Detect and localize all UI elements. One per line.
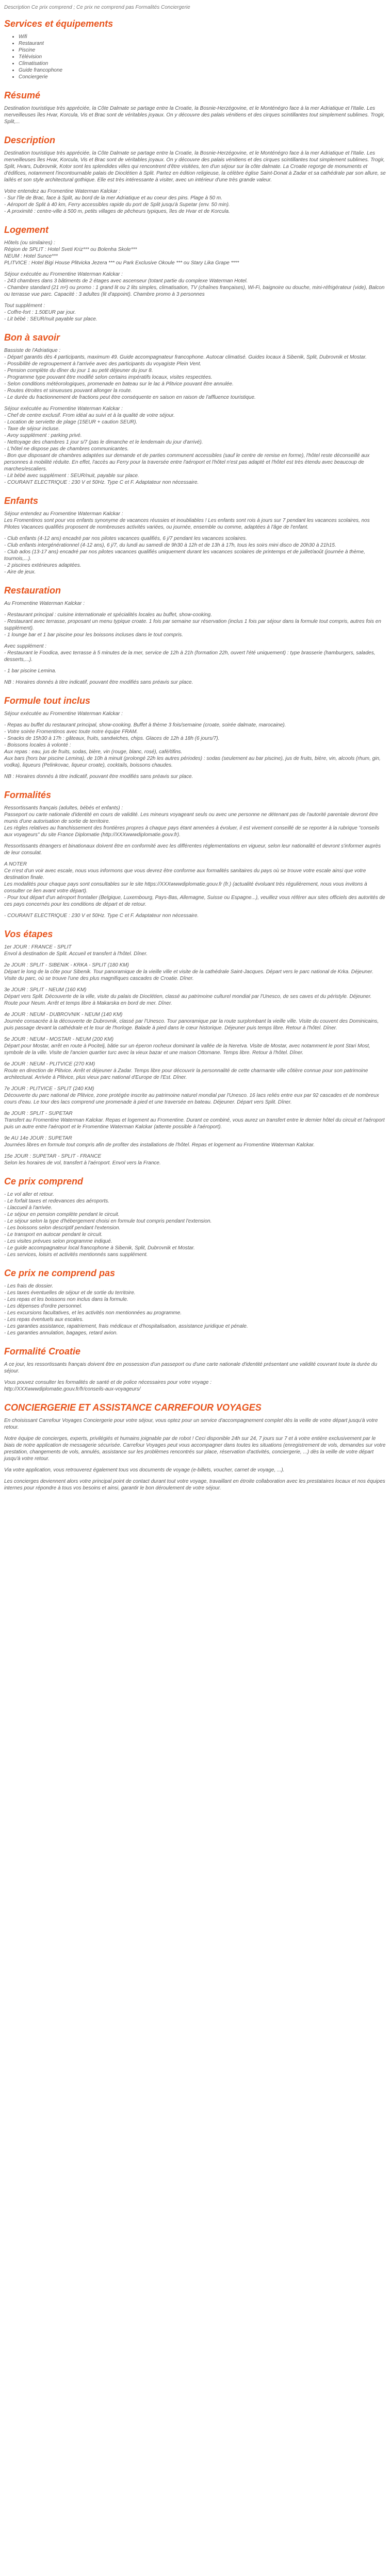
paragraph: Avec supplément : - Restaurant le Foodica, avec terrasse à 5 minutes de la mer, service de 12h à 21h (formation 22h, ouvert l'été uniquement) : type brasserie (hamburgers, salades, desserts,...). [4, 643, 376, 663]
section-heading: Vos étapes [4, 929, 53, 939]
paragraph: Hôtels (ou similaires) : Région de SPLIT : Hotel Sveti Kriz*** ou Bolenha Skole*** NEUM : Hotel Sunce*** PLITVICE : Hotel Bigi House Plitvicka Jezera *** ou Park Exclusive Okoule *** ou Stary Lika Grape **** [4, 240, 239, 266]
paragraph: En choisissant Carrefour Voyages Conciergerie pour votre séjour, vous optez pour un service d'accompagnement complet dès la veille de votre départ jusqu'à votre retour. [4, 1418, 378, 1430]
paragraph: Au Fromentine Waterman Kalckar : [4, 601, 85, 606]
paragraph: - Club enfants (4-12 ans) encadré par nos pilotes vacances qualifiés, 6 j/7 pendant les vacances scolaires. - Club enfants intergénérationnel (4-12 ans), 6 j/7, du lundi au samedi de 9h30 à 12h et de 13h à 17h, tous les soirs mini disco de 20h30 à 21h15. - Club ados (13-17 ans) encadré par nos pilotes vacances qualifiés uniquement durant les vacances scolaires de printemps et de juillet/août (journée à thème, tournois,...). - 2 piscines extérieures adaptées. - Aire de jeux. [4, 536, 365, 575]
section-heading: Formalités [4, 790, 52, 800]
paragraph: - Le vol aller et retour. - Le forfait taxes et redevances des aéroports. - Llaccueil à l'arrivée. - Le séjour en pension complète pendant le circuit. - Le séjour selon la type d'hébergement choisi en formule tout compris pendant l'extension. - Les boissons selon descriptif pendant l'extension. - Le transport en autocar pendant le circuit. - Les visites prévues selon programme indiqué. - Le guide accompagnateur local francophone à Sibenik, Split, Dubrovnik et Mostar. - Les services, loisirs et activités mentionnés sans supplément. [4, 1192, 212, 1258]
content-blocks [4, 18, 386, 1492]
page-description: Description Ce prix comprend ; Ce prix ne comprend pas Formalités Conciergerie [4, 5, 190, 10]
paragraph: Ressortissants étrangers et binationaux doivent être en conformité avec les différentes réglementations en vigueur, selon leur nationalité et devront s'informer auprès de leur consulat. [4, 843, 381, 856]
paragraph: - Restaurant principal : cuisine internationale et spécialités locales au buffet, show-cooking. - Restaurant avec terrasse, proposant un menu typique croate. 1 fois par semaine sur réservation (inclus 1 fois par séjour dans la formule tout compris, autres fois en supplément). - 1 lounge bar et 1 bar piscine pour les boissons incluses dans le tout compris. [4, 612, 381, 638]
paragraph: NB : Horaires donnés à titre indicatif, pouvant être modifiés sans préavis sur place. [4, 774, 193, 779]
paragraph: Destination touristique très appréciée, la Côte Dalmate se partage entre la Croatie, la Bosnie-Herzégovine, et le Monténégro face à la mer Adriatique et l'Italie. Les merveilleuses îles Hvar, Korcula, Vis et Brac sont de véritables joyaux. On y découvre des palais vénitiens et des cirques scintillantes tout simplement sublimes. Trogir, Split, Hvars, Dubrovnik, Kotor sont les splendides villes qui rencontrent d'être visitées, ten d'un séjour sur la côte dalmate. La Croatie regorge de monuments et d'édifices, notamment l'incontournable palais de Dioclétien à Split. Partez en édition religieuse, la célèbre église Saint-Donat à Zadar et sa cathédrale par son allure, se laïlés et son style architectural gothique. Elle est très intéressante à visiter, avec un intérieur d'une très grande valeur. [4, 150, 386, 183]
list-item: • Climatisation [19, 60, 386, 67]
paragraph: 2e JOUR : SPLIT - SIBENIK - KRKA - SPLIT (180 KM) Départ le long de la côte pour Sibenik. Tour panoramique de la vieille ville et visite de la cathédrale Saint-Jacques. Départ vers le parc national de Krka. Déjeuner. Visite du parc, où se trouve l'une des plus magnifiques cascades de Croatie. Dîner. [4, 962, 373, 981]
paragraph: Votre entendez au Fromentine Waterman Kalckar : - Sur l'île de Brac, face à Split, au bord de la mer Adriatique et au coeur des pins. Plage à 50 m. - Aéroport de Split à 40 km, Ferry accessibles rapide du port de Split jusqu'à Supetar (env. 50 min). - A proximité : centre-ville à 500 m, petits villages de pêcheurs typiques, îles de Hvar et de Korcula. [4, 189, 230, 214]
section-heading: Formule tout inclus [4, 696, 91, 706]
paragraph: Séjour exécutée au Fromentine Waterman Kalckar : - 243 chambres dans 3 bâtiments de 2 étages avec ascenseur (totant partie du complexe Waterman Hotel. - Chambre standard (21 m²) ou promo : 1 grand lit ou 2 lits simples, climatisation, TV (chaînes françaises), Wi-Fi, baignoire ou douche, mini-réfrigérateur (vide), Balcon ou terrasse vue parc. Capacité : 3 adultes (lit d'appoint). Chambre promo à 3 personnes [4, 272, 385, 297]
section-heading: Description [4, 135, 56, 145]
list-item: • Guide francophone [19, 67, 386, 74]
paragraph: - Les frais de dossier. - Les taxes éventuelles de séjour et de sortie du territoire. - Les repas et les boissons non inclus dans la formule. - Les dépenses d'ordre personnel. - Les excursions facultatives, et les activités non mentionnées au programme. - Les repas éventuels aux escales. - Les garanties assistance, rapatriement, frais médicaux et d'hospitalisation, assistance juridique et pénale. - Les garanties annulation, bagages, retard avion. [4, 1283, 248, 1336]
bullet-list [4, 33, 386, 80]
paragraph: Destination touristique très appréciée, la Côte Dalmate se partage entre la Croatie, la Bosnie-Herzégovine, et le Monténégro face à la mer Adriatique et l'Italie. Les merveilleuses îles Hvar, Korcula, Vis et Brac sont de véritables joyaux. On y découvre des palais vénitiens et des cirques scintillantes tout simplement sublimes. Trogir, Split,... [4, 106, 385, 125]
section-heading: Formalité Croatie [4, 1346, 81, 1357]
list-item: • Piscine [19, 47, 386, 54]
paragraph: Les concierges deviennent alors votre principal point de contact durant tout votre voyage, travaillant en étroite collaboration avec les prestataires locaux et nos équipes internes pour répondre à tous vos besoins et ainsi, garantir le bon déroulement de votre séjour. [4, 1479, 385, 1491]
list-item: • Conciergerie [19, 74, 386, 80]
paragraph: Vous pouvez consulter les formalités de santé et de police nécessaires pour votre voyage : http://XXXwwwdiplomatie.gouv.fr/fr/conseils-aux-voyageurs/ [4, 1380, 212, 1392]
paragraph: A NOTER Ce n'est d'un voir avec escale, nous vous informons que vous devrez être conforme aux formalités sanitaires du pays où se trouve votre escale ainsi que votre destination finale. Les modalités pour chaque pays sont consultables sur le site https://XXXwwwdiplomatie.gouv.fr (fr.) (actualité évoluant très régulièrement, nous vous invitons à consulter ce lien avant votre départ). - Pour tout départ d'un aéroport frontalier (Belgique, Luxembourg, Pays-Bas, Allemagne, Suisse ou Espagne...), veuillez vous référer aux sites officiels des autorités de ces pays concernés pour les conditions de départ et de retour. [4, 861, 385, 907]
section-heading: Ce prix comprend [4, 1176, 84, 1187]
paragraph: Séjour entendez au Fromentine Waterman Kalckar : Les Fromentinos sont pour vos enfants synonyme de vacances réussies et inoubliables ! Les enfants sont rois à jours sur 7 pendant les vacances scolaires, nos Pilotes Vacances qualifiés proposent de nombreuses activités variées, ou journée, ensemble ou comme, adaptées à l'âge de l'enfant. [4, 511, 370, 530]
section-heading: CONCIERGERIE ET ASSISTANCE CARREFOUR VOYAGES [4, 1402, 262, 1413]
list-item: • Restaurant [19, 40, 386, 47]
section-heading: Bon à savoir [4, 332, 60, 343]
paragraph: 8e JOUR : SPLIT - SUPETAR Transfert au Fromentine Waterman Kalckar. Repas et logement au Fromentine. Durant ce combiné, vous aurez un transfert entre le dernier hôtel du circuit et l'aéroport puis un autre entre l'aéroport et le Fromentine Waterman Kalckar (attente possible à l'aéroport). [4, 1111, 385, 1130]
paragraph: 1er JOUR : FRANCE - SPLIT Envol à destination de Split. Accueil et transfert à l'hôtel. Dîner. [4, 944, 148, 957]
list-item: • Wifi [19, 33, 386, 40]
section-heading: Services et équipements [4, 19, 113, 29]
paragraph: - 1 bar piscine Lemina. [4, 668, 57, 674]
section-heading: Restauration [4, 585, 61, 596]
paragraph: 5e JOUR : NEUM - MOSTAR - NEUM (200 KM) Départ pour Mostar, arrêt en route à Pocitelj, bâtie sur un éperon rocheux dominant la vallée de la Neretva. Visite de Mostar, avec notamment le pont Stari Most, symbole de la ville. Visite de l'ancien quartier turc avec la vieux bazar et une maison Ottomane. Temps libre. Retour à l'hôtel. Dîner. [4, 1037, 370, 1056]
section-heading: Ce prix ne comprend pas [4, 1268, 116, 1278]
paragraph: Notre équipe de concierges, experts, privilégiés et humains joignable par de robot ! Ceci disponible 24h sur 24, 7 jours sur 7 et à votre entière exclusivement par le biais de notre application de messagerie sécurisée. Carrefour Voyages peut vous accompagner dans toutes les situations (enregistrement de vols, demandes sur votre prestation, changements de vols, annulés, assistance sur les problèmes rencontrés sur place, réservation d'activités, conciergerie, ...) dès la veille de votre départ jusqu'à votre retour. [4, 1436, 386, 1462]
paragraph: 4e JOUR : NEUM - DUBROVNIK - NEUM (140 KM) Journée consacrée à la découverte de Dubrovnik, classé par l'Unesco. Tour panoramique par la route surplombant la vieille ville. Visite du couvent des Dominicains, puis passage devant la cathédrale et le tour de l'horloge. Balade à pied dans le cœur historique. Déjeuner puis temps libre. Retour à l'hôtel. Dîner. [4, 1012, 379, 1031]
paragraph: Via votre application, vous retrouverez également tous vos documents de voyage (e-billets, voucher, carnet de voyage, ...). [4, 1467, 285, 1473]
paragraph: - Repas au buffet du restaurant principal, show-cooking. Buffet à thème 3 fois/semaine (croate, soirée dalmate, marocaine). - Votre soirée Fromentinos avec toute notre équipe FRAM. - Snacks de 15h30 à 17h : gâteaux, fruits, sandwiches, chips. Glaces de 12h à 18h (6 jours/7). - Boissons locales à volonté : Aux repas : eau, jus de fruits, sodas, bière, vin (rouge, blanc, rosé), café/tifins. Aux bars (hors bar piscine Lemina), de 10h à minuit (prolongé 22h les autres périodes) : sodas (seulement au bar piscine), jus de fruits, bière, vin, alcools (rhum, gin, vodka), liqueurs (Pelinkovac, liqueur croate), cocktails, boissons chaudes. [4, 722, 381, 768]
paragraph: 3e JOUR : SPLIT - NEUM (160 KM) Départ vers Split. Découverte de la ville, visite du palais de Dioclétien, classé au patrimoine culturel mondial par l'Unesco, de ses caves et du péristyle. Déjeuner. Route pour Neum. Arrêt et temps libre à Makarska en bord de mer. Dîner. [4, 987, 372, 1006]
paragraph: 7e JOUR : PLITVICE - SPLIT (240 KM) Découverte du parc national de Plitvice, zone protégée inscrite au patrimoine naturel mondial par l'Unesco. 16 lacs reliés entre eux par 92 cascades et de nombreux cours d'eau. Le tour des lacs comprend une promenade à pied et une traversée en bateau. Déjeuner. Départ vers Split. Dîner. [4, 1086, 379, 1105]
section-heading: Enfants [4, 496, 39, 506]
paragraph: 15e JOUR : SUPETAR - SPLIT - FRANCE Selon les horaires de vol, transfert à l'aéroport. Envol vers la France. [4, 1154, 161, 1166]
section-heading: Résumé [4, 90, 41, 100]
section-heading: Logement [4, 225, 49, 235]
paragraph: A ce jour, les ressortissants français doivent être en possession d'un passeport ou d'une carte nationale d'identité présentant une validité couvrant toute la durée du séjour. [4, 1362, 378, 1374]
paragraph: Ressortissants français (adultes, bébés et enfants) : Passeport ou carte nationale d'identité en cours de validité. Les mineurs voyageant seuls ou avec une personne ne détenant pas de l'autorité parentale devront être munis d'une autorisation de sortie de territoire. Les règles relatives au franchissement des frontières propres à chaque pays étant amenées à évoluer, il est vivement conseillé de se reporter à la rubrique "conseils aux voyageurs" du site France Diplomatie (http://XXXwwwdiplomatie.gouv.fr). [4, 805, 380, 838]
paragraph: Séjour exécutée au Fromentine Waterman Kalckar : - Chef de centre exclusif. From idéal au suivi et à la qualité de votre séjour. - Location de serviette de plage (15EUR + caution SEUR). - Taxe de séjour incluse. - Avoy supplément : parking privé. - Nettoyage des chambres 1 jour s/7 (pas le dimanche et le lendemain du jour d'arrivé). - L'hôtel ne dispose pas de chambres communicantes. - Bon que disposant de chambres adaptées sur demande et de parties communent accessibles (sauf le centre de remise en forme), l'hôtel reste déconseillé aux personnes à mobilité réduite. En effet, l'accès au Ferry pour la traversée entre l'aéroport et l'hôtel n'est pas adapté et l'hôtel est très étendu avec beaucoup de marches/escaliers. - Lit bébé avec supplément : SEUR/nuit, payable sur place. - COURANT ELECTRIQUE : 230 V et 50Hz. Type C et F. Adaptateur non nécessaire. [4, 406, 370, 485]
paragraph: 9e AU 14e JOUR : SUPETAR Journées libres en formule tout compris afin de profiter des installations de l'hôtel. Repas et logement au Fromentine Waterman Kalckar. [4, 1136, 315, 1148]
paragraph: Tout supplément : - Coffre-fort : 1.50EUR par jour. - Lit bébé : SEUR/nuit payable sur place. [4, 303, 97, 322]
paragraph: Séjour exécutée au Fromentine Waterman Kalckar : [4, 711, 123, 717]
paragraph: - COURANT ELECTRIQUE : 230 V et 50Hz. Type C et F. Adaptateur non nécessaire. [4, 913, 199, 919]
paragraph: Bassiste de l'Adriatique : - Départ garantis dès 4 participants, maximum 49. Guide accompagnateur francophone. Autocar climatisé. Guides locaux à Sibenik, Split, Dubrovnik et Mostar. - Possibilité de regroupement à l'arrivée avec des participants du voyagiste Plein Vent. - Pension complète du dîner du jour 1 au petit déjeuner du jour 8. - Programme type pouvant être modifié selon certains impératifs locaux, visites respectées. - Selon conditions météorologiques, promenade en bateau sur le lac à Plitvice pouvant être annulée. - Routes étroites et sinueuses pouvant allonger la route. - Le durée du fractionnement de fractions peut être conséquente en saison en raison de l'affluence touristique. [4, 348, 367, 400]
paragraph: NB : Horaires donnés à titre indicatif, pouvant être modifiés sans préavis sur place. [4, 680, 193, 685]
paragraph: 6e JOUR : NEUM - PLITVICE (270 KM) Route en direction de Plitvice. Arrêt et déjeuner à Zadar. Temps libre pour découvrir la personnalité de cette charmante ville côtière connue pour son patrimoine architectural. Arrivée à Plitvice, plus vieux parc national d'Europe de l'Est. Dîner. [4, 1061, 368, 1080]
list-item: • Télévision [19, 54, 386, 60]
